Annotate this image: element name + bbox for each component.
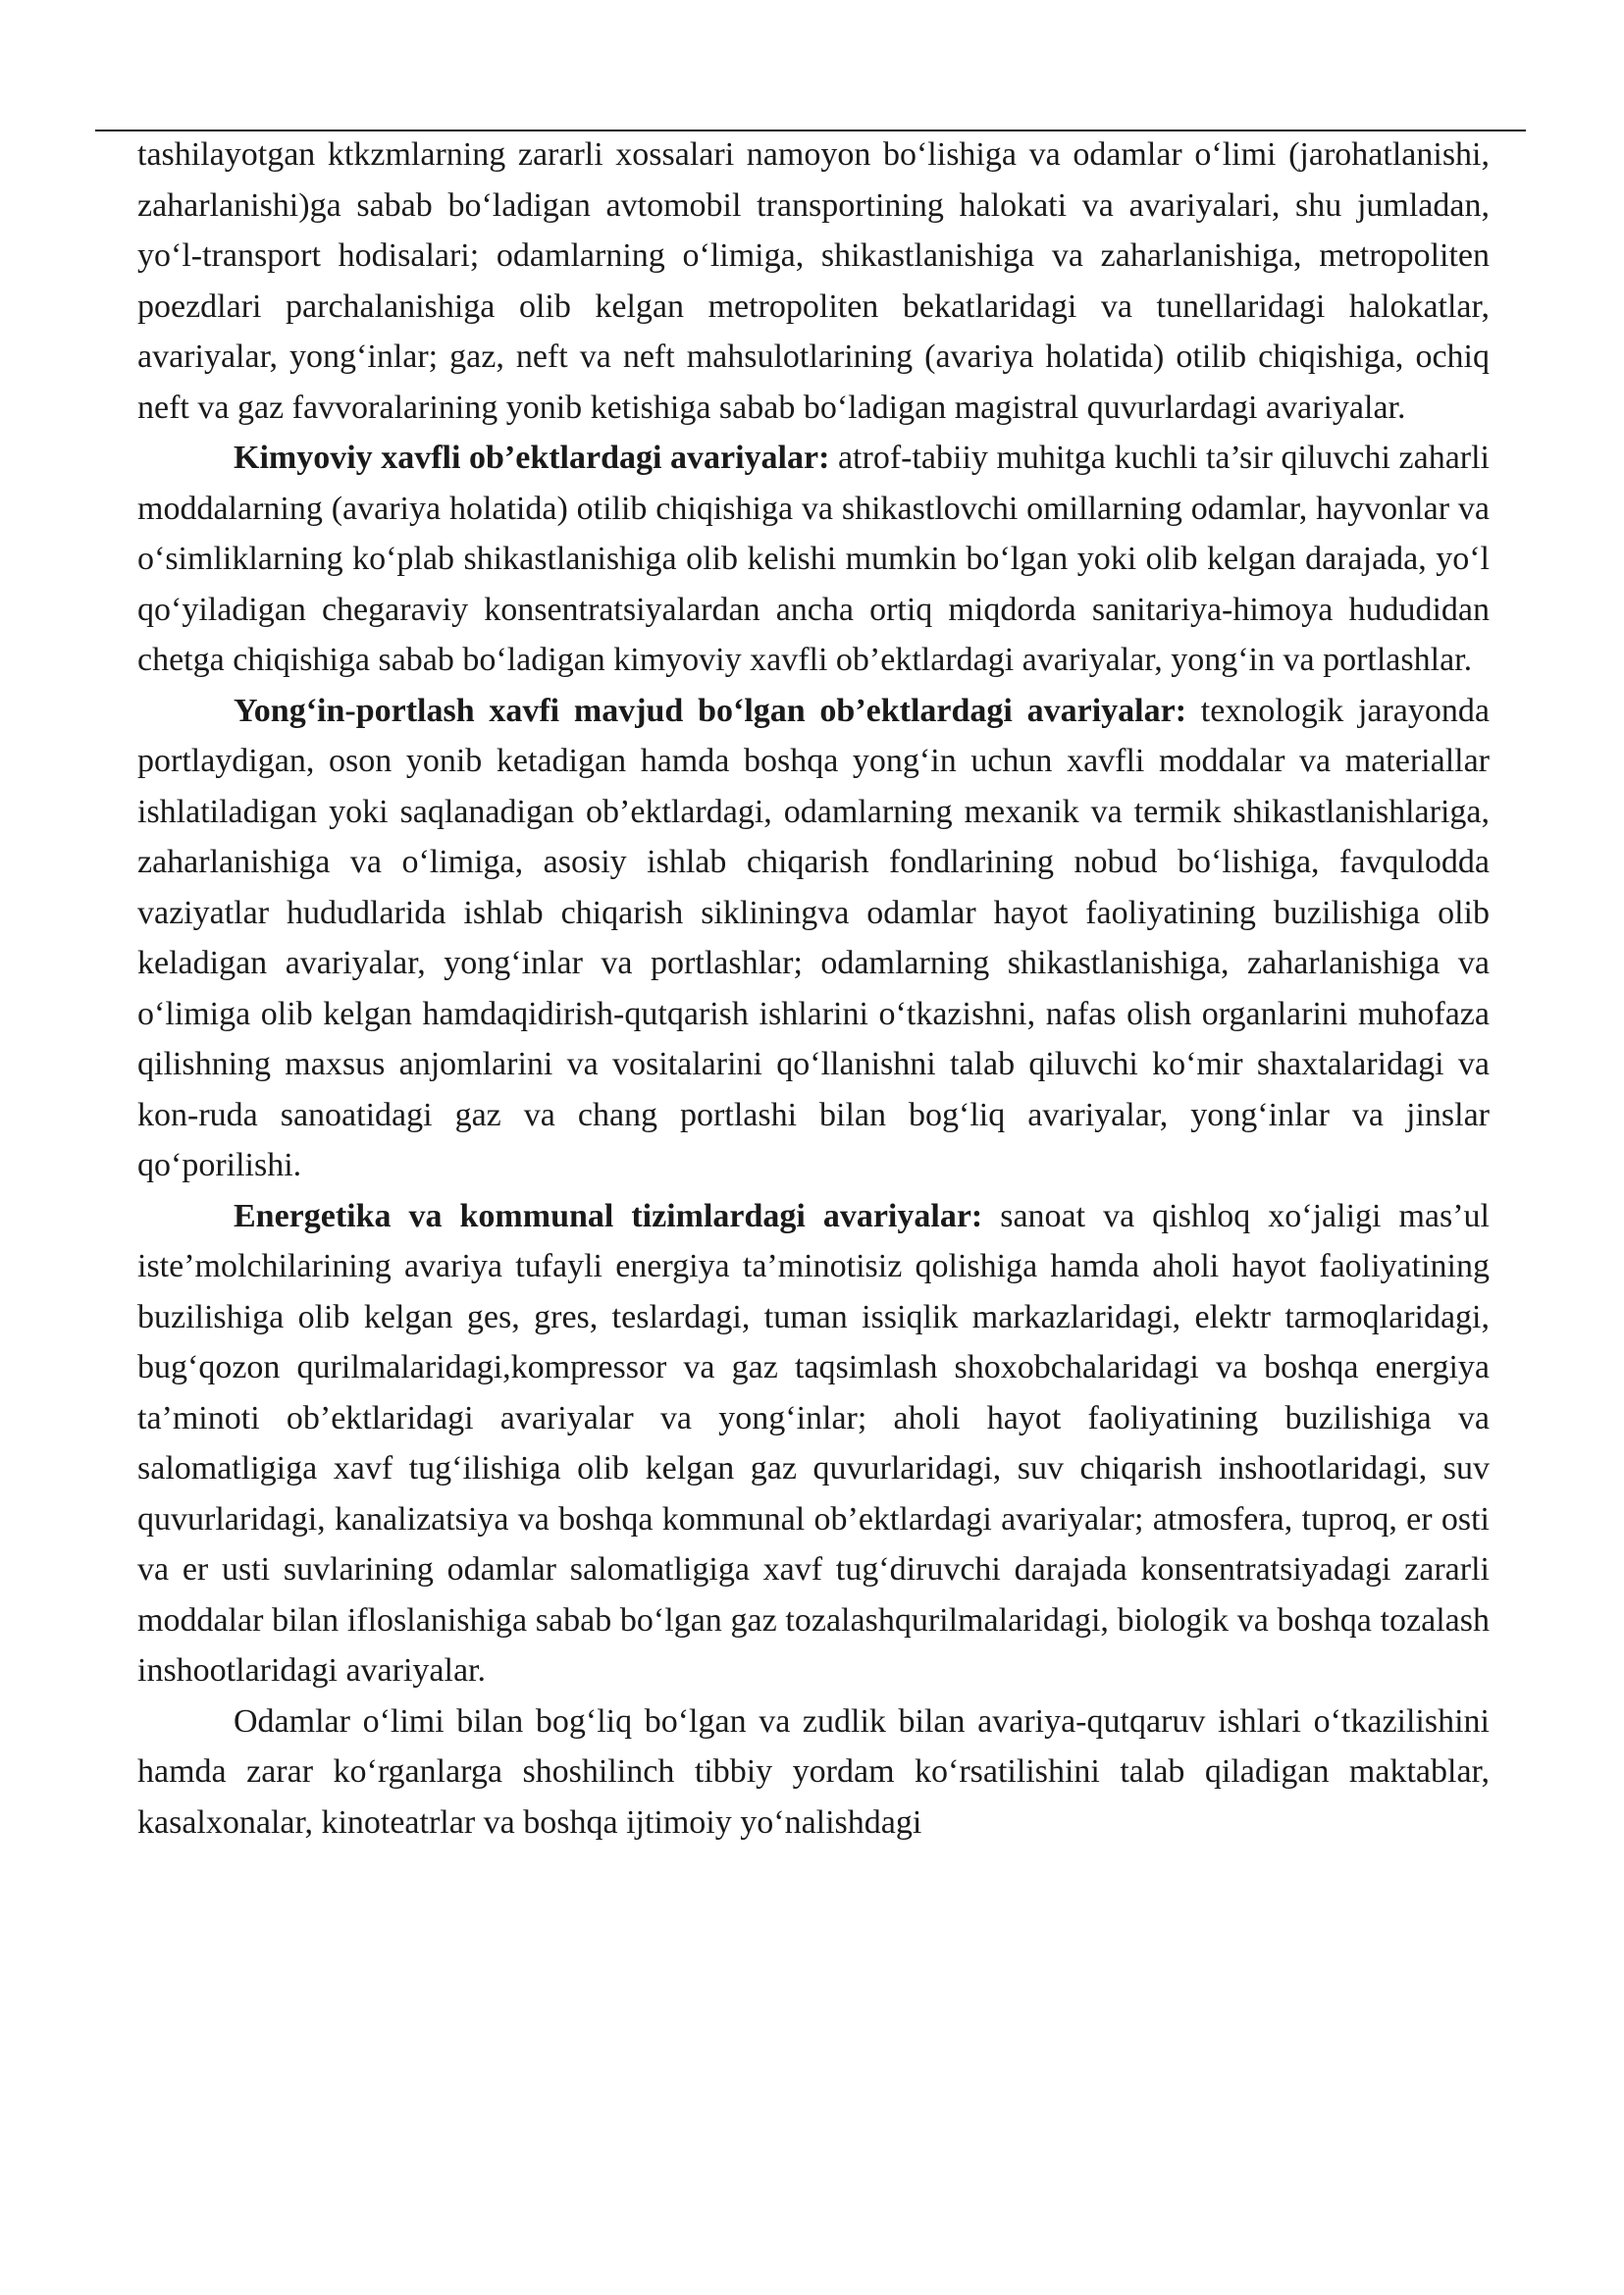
paragraph-heading: Kimyoviy xavfli ob’ektlardagi avariyalar: bbox=[234, 440, 830, 476]
paragraph-text: tashilayotgan ktkzmlarning zararli xossalari namoyon bo‘lishiga va odamlar o‘limi (jarohatlanishi, zaharlanishi)ga sabab bo‘ladigan avtomobil transportining halokati va avariyalari, shu jumladan, yo‘l-transport hodisalari; odamlarning o‘limiga, shikastlanishiga va zaharlanishiga, metropoliten poezdlari parchalanishiga olib kelgan metropoliten bekatlaridagi va tunellaridagi halokatlar, avariyalar, yong‘inlar; gaz, neft va neft mahsulotlarining (avariya holatida) otilib chiqishiga, ochiq neft va gaz favvoralarining yonib ketishiga sabab bo‘ladigan magistral quvurlardagi avariyalar. bbox=[137, 136, 1490, 426]
paragraph-fire-explosion-hazard bbox=[137, 686, 1490, 1191]
paragraph-heading: Yong‘in-portlash xavfi mavjud bo‘lgan ob’ektlardagi avariyalar: bbox=[234, 692, 1187, 729]
paragraph-social-objects bbox=[137, 1696, 1490, 1849]
paragraph-energy-utilities bbox=[137, 1191, 1490, 1696]
paragraph-transport-accidents bbox=[137, 130, 1490, 433]
paragraph-heading: Energetika va kommunal tizimlardagi avariyalar: bbox=[234, 1197, 983, 1234]
paragraph-text: texnologik jarayonda portlaydigan, oson yonib ketadigan hamda boshqa yong‘in uchun xavfli moddalar va materiallar ishlatiladigan yoki saqlanadigan ob’ektlardagi, odamlarning mexanik va termik shikastlanishlariga, zaharlanishiga va o‘limiga, asosiy ishlab chiqarish fondlarining nobud bo‘lishiga, favqulodda vaziyatlar hududlarida ishlab chiqarish sikliningva odamlar hayot faoliyatining buzilishiga olib keladigan avariyalar, yong‘inlar va portlashlar; odamlarning shikastlanishiga, zaharlanishiga va o‘limiga olib kelgan hamdaqidirish-qutqarish ishlarini o‘tkazishni, nafas olish organlarini muhofaza qilishning maxsus anjomlarini va vositalarini qo‘llanishni talab qiluvchi ko‘mir shaxtalaridagi va kon-ruda sanoatidagi gaz va chang portlashi bilan bog‘liq avariyalar, yong‘inlar va jinslar qo‘porilishi. bbox=[137, 692, 1490, 1183]
paragraph-chemical-hazard bbox=[137, 433, 1490, 686]
paragraph-text: sanoat va qishloq xo‘jaligi mas’ul iste’molchilarining avariya tufayli energiya ta’minotisiz qolishiga hamda aholi hayot faoliyatining buzilishiga olib kelgan ges, gres, teslardagi, tuman issiqlik markazlaridagi, elektr tarmoqlaridagi, bug‘qozon qurilmalaridagi,kompressor va gaz taqsimlash shoxobchalaridagi va boshqa energiya ta’minoti ob’ektlaridagi avariyalar va yong‘inlar; aholi hayot faoliyatining buzilishiga va salomatligiga xavf tug‘ilishiga olib kelgan gaz quvurlaridagi, suv chiqarish inshootlaridagi, suv quvurlaridagi, kanalizatsiya va boshqa kommunal ob’ektlardagi avariyalar; atmosfera, tuproq, er osti va er usti suvlarining odamlar salomatligiga xavf tug‘diruvchi darajada konsentratsiyadagi zararli moddalar bilan ifloslanishiga sabab bo‘lgan gaz tozalashqurilmalaridagi, biologik va boshqa tozalash inshootlaridagi avariyalar. bbox=[137, 1197, 1490, 1689]
paragraph-text: Odamlar o‘limi bilan bog‘liq bo‘lgan va zudlik bilan avariya-qutqaruv ishlari o‘tkazilishini hamda zarar ko‘rganlarga shoshilinch tibbiy yordam ko‘rsatilishini talab qiladigan maktablar, kasalxonalar, kinoteatrlar va boshqa ijtimoiy yo‘nalishdagi bbox=[137, 1702, 1490, 1841]
paragraph-text: atrof-tabiiy muhitga kuchli ta’sir qiluvchi zaharli moddalarning (avariya holatida) otilib chiqishiga va shikastlovchi omillarning odamlar, hayvonlar va o‘simliklarning ko‘plab shikastlanishiga olib kelishi mumkin bo‘lgan yoki olib kelgan darajada, yo‘l qo‘yiladigan chegaraviy konsentratsiyalardan ancha ortiq miqdorda sanitariya-himoya hududidan chetga chiqishiga sabab bo‘ladigan kimyoviy xavfli ob’ektlardagi avariyalar, yong‘in va portlashlar. bbox=[137, 440, 1491, 678]
document-body bbox=[137, 130, 1490, 1848]
